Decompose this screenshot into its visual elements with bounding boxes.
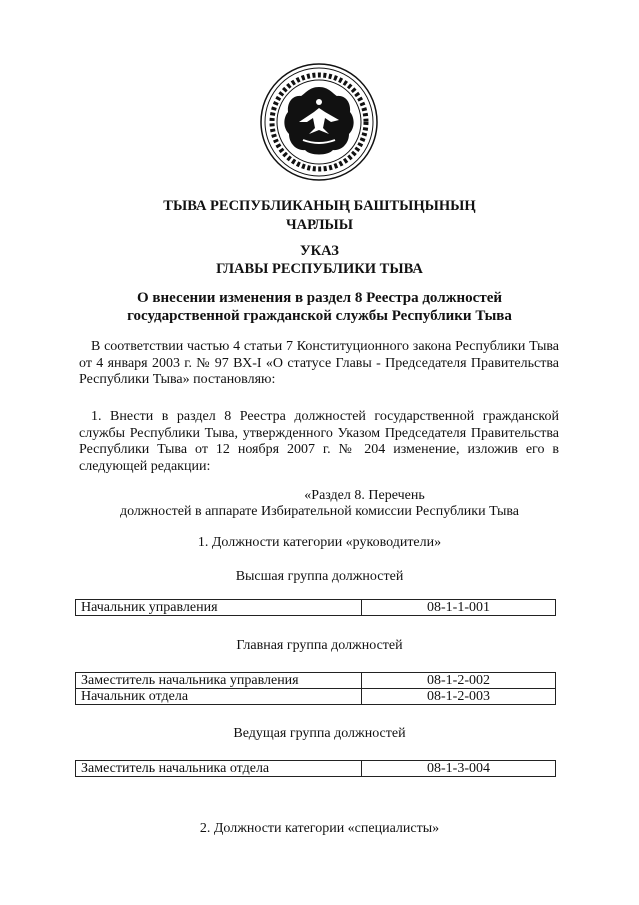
table-row [76, 761, 556, 777]
tuva-coat-of-arms-icon [259, 62, 379, 182]
category-1-heading: 1. Должности категории «руководители» [197, 535, 442, 550]
category-2-heading: 2. Должности категории «специалисты» [199, 821, 440, 836]
section-title-line-2: должностей в аппарате Избирательной комиссии Республики Тыва [119, 504, 519, 519]
header-line-2: ЧАРЛЫЫ [285, 217, 354, 233]
header-line-1: ТЫВА РЕСПУБЛИКАНЫҢ БАШТЫҢЫНЫҢ [163, 198, 476, 214]
position-cell: Заместитель начальника управления [76, 673, 362, 689]
code-cell: 08-1-1-001 [362, 600, 556, 616]
item-1-paragraph: 1. Внести в раздел 8 Реестра должностей государственной гражданской службы Республики Тыва, утвержденного Указом Председателя Правительства Республики Тыва от 12 ноября 2007 г. № 204 изменение, изложив его в следующей редакции: [79, 409, 559, 474]
leading-group-table [75, 760, 556, 777]
table-row [76, 689, 556, 705]
code-cell: 08-1-2-003 [362, 689, 556, 705]
decree-title-line-2: государственной гражданской службы Республики Тыва [127, 308, 512, 324]
table-row [76, 673, 556, 689]
preamble-paragraph: В соответствии частью 4 статьи 7 Конституционного закона Республики Тыва от 4 января 2003 г. № 97 ВХ-I «О статусе Главы - Председателя Правительства Республики Тыва» постановляю: [79, 339, 559, 387]
decree-title-line-1: О внесении изменения в раздел 8 Реестра должностей [137, 290, 502, 306]
table-row [76, 600, 556, 616]
position-cell: Начальник управления [76, 600, 362, 616]
position-cell: Заместитель начальника отдела [76, 761, 362, 777]
main-group-heading: Главная группа должностей [236, 638, 403, 653]
leading-group-heading: Ведущая группа должностей [233, 726, 406, 741]
position-cell: Начальник отдела [76, 689, 362, 705]
main-group-table [75, 672, 556, 705]
doc-type: УКАЗ [300, 243, 339, 259]
section-title-line-1: «Раздел 8. Перечень [304, 488, 425, 503]
code-cell: 08-1-2-002 [362, 673, 556, 689]
highest-group-table [75, 599, 556, 616]
highest-group-heading: Высшая группа должностей [235, 569, 404, 584]
issuer: ГЛАВЫ РЕСПУБЛИКИ ТЫВА [216, 261, 423, 277]
code-cell: 08-1-3-004 [362, 761, 556, 777]
